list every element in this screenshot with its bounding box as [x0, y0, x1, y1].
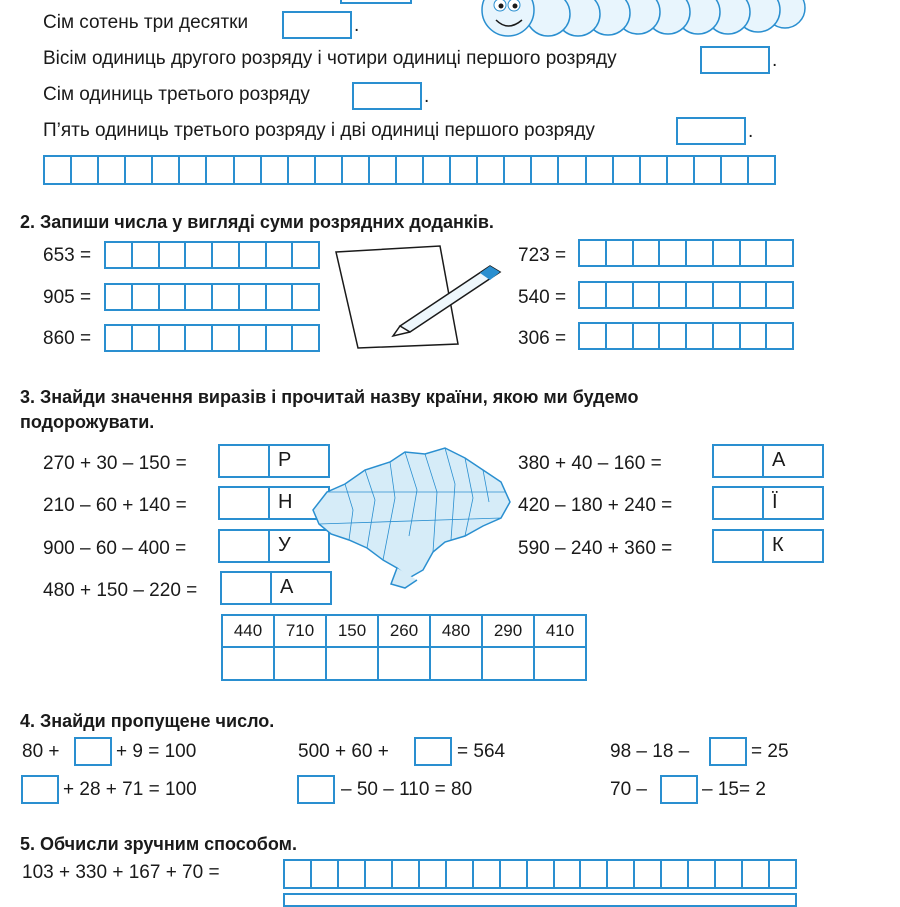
task2-grid-6[interactable] [578, 322, 794, 350]
code-letter-cell[interactable] [378, 647, 430, 680]
task3-letter-2: Н [278, 491, 293, 513]
code-letter-cell[interactable] [534, 647, 586, 680]
task2-grid-3[interactable] [104, 324, 320, 352]
task1-answer-grid[interactable] [43, 155, 776, 185]
task4-eq6-left: 70 – [610, 779, 647, 800]
task4-eq1-left: 80 + [22, 741, 60, 762]
task2-grid-4[interactable] [578, 239, 794, 267]
task4-eq3-box[interactable] [709, 737, 747, 766]
task1-answer-box-1[interactable] [282, 11, 352, 39]
task2-grid-1[interactable] [104, 241, 320, 269]
task2-number-2: 905 = [43, 287, 92, 308]
code-letter-cell[interactable] [274, 647, 326, 680]
task2-number-4: 723 = [518, 245, 567, 266]
code-letter-cell[interactable] [222, 647, 274, 680]
task1-answer-box-3[interactable] [352, 82, 422, 110]
code-value: 410 [534, 615, 586, 647]
task4-eq4-right: + 28 + 71 = 100 [63, 779, 197, 800]
task2-number-3: 860 = [43, 328, 92, 349]
task5-answer-grid-2[interactable] [283, 893, 797, 907]
task4-eq1-right: + 9 = 100 [116, 741, 197, 762]
task1-line-3: Сім одиниць третього розряду [43, 84, 310, 105]
task2-number-1: 653 = [43, 245, 92, 266]
task3-letter-4: А [280, 576, 294, 598]
code-letter-cell[interactable] [326, 647, 378, 680]
caterpillar-illustration [470, 0, 810, 42]
code-value: 260 [378, 615, 430, 647]
task4-eq2-box[interactable] [414, 737, 452, 766]
task1-line-2: Вісім одиниць другого розряду і чотири одиниці першого розряду [43, 48, 617, 69]
task3-expr-5: 380 + 40 – 160 = [518, 453, 662, 474]
task1-line-4: П’ять одиниць третього розряду і дві одиниці першого розряду [43, 120, 595, 141]
task1-dot-2: . [772, 50, 778, 71]
task5-title: 5. Обчисли зручним способом. [20, 834, 297, 854]
code-value: 480 [430, 615, 482, 647]
code-letter-cell[interactable] [482, 647, 534, 680]
task4-title: 4. Знайди пропущене число. [20, 711, 275, 731]
task4-eq6-right: – 15= 2 [702, 779, 766, 800]
task3-letter-7: К [772, 534, 784, 556]
task1-dot-1: . [354, 15, 360, 36]
task4-eq3-left: 98 – 18 – [610, 741, 690, 762]
task5-answer-grid[interactable] [283, 859, 797, 889]
code-value: 710 [274, 615, 326, 647]
task4-eq5-right: – 50 – 110 = 80 [341, 779, 473, 800]
code-value: 150 [326, 615, 378, 647]
task4-eq4-box[interactable] [21, 775, 59, 804]
task3-answer-5[interactable] [712, 444, 824, 478]
task4-eq1-box[interactable] [74, 737, 112, 766]
task3-expr-6: 420 – 180 + 240 = [518, 495, 673, 516]
task1-dot-4: . [748, 121, 754, 142]
task3-expr-2: 210 – 60 + 140 = [43, 495, 187, 516]
task3-letter-3: У [278, 534, 291, 556]
task3-code-table [221, 614, 587, 681]
task5-expression: 103 + 330 + 167 + 70 = [22, 862, 220, 883]
task1-answer-box-4[interactable] [676, 117, 746, 145]
code-value: 440 [222, 615, 274, 647]
task2-grid-5[interactable] [578, 281, 794, 309]
paper-and-pen-illustration [330, 240, 510, 350]
task3-title-line1: 3. Знайди значення виразів і прочитай назву країни, якою ми будемо [20, 387, 639, 407]
task2-title: 2. Запиши числа у вигляді суми розрядних доданків. [20, 212, 494, 232]
task1-line-1: Сім сотень три десятки [43, 12, 249, 33]
task3-expr-4: 480 + 150 – 220 = [43, 580, 198, 601]
ukraine-map-illustration [305, 440, 515, 590]
task3-expr-3: 900 – 60 – 400 = [43, 538, 187, 559]
task3-expr-1: 270 + 30 – 150 = [43, 453, 187, 474]
task2-number-5: 540 = [518, 287, 567, 308]
task3-answer-6[interactable] [712, 486, 824, 520]
task4-eq2-right: = 564 [457, 741, 506, 762]
code-letter-cell[interactable] [430, 647, 482, 680]
task3-expr-7: 590 – 240 + 360 = [518, 538, 673, 559]
task4-eq3-right: = 25 [751, 741, 789, 762]
task4-eq6-box[interactable] [660, 775, 698, 804]
task3-answer-7[interactable] [712, 529, 824, 563]
task3-letter-5: А [772, 449, 786, 471]
task3-title-line2: подорожувати. [20, 412, 155, 432]
task1-dot-3: . [424, 86, 430, 107]
task1-answer-box-2[interactable] [700, 46, 770, 74]
answer-box-top-partial[interactable] [340, 0, 412, 4]
task3-letter-1: Р [278, 449, 292, 471]
task4-eq5-box[interactable] [297, 775, 335, 804]
task4-eq2-left: 500 + 60 + [298, 741, 389, 762]
task3-letter-6: Ї [772, 491, 778, 513]
task2-number-6: 306 = [518, 328, 567, 349]
task2-grid-2[interactable] [104, 283, 320, 311]
code-value: 290 [482, 615, 534, 647]
